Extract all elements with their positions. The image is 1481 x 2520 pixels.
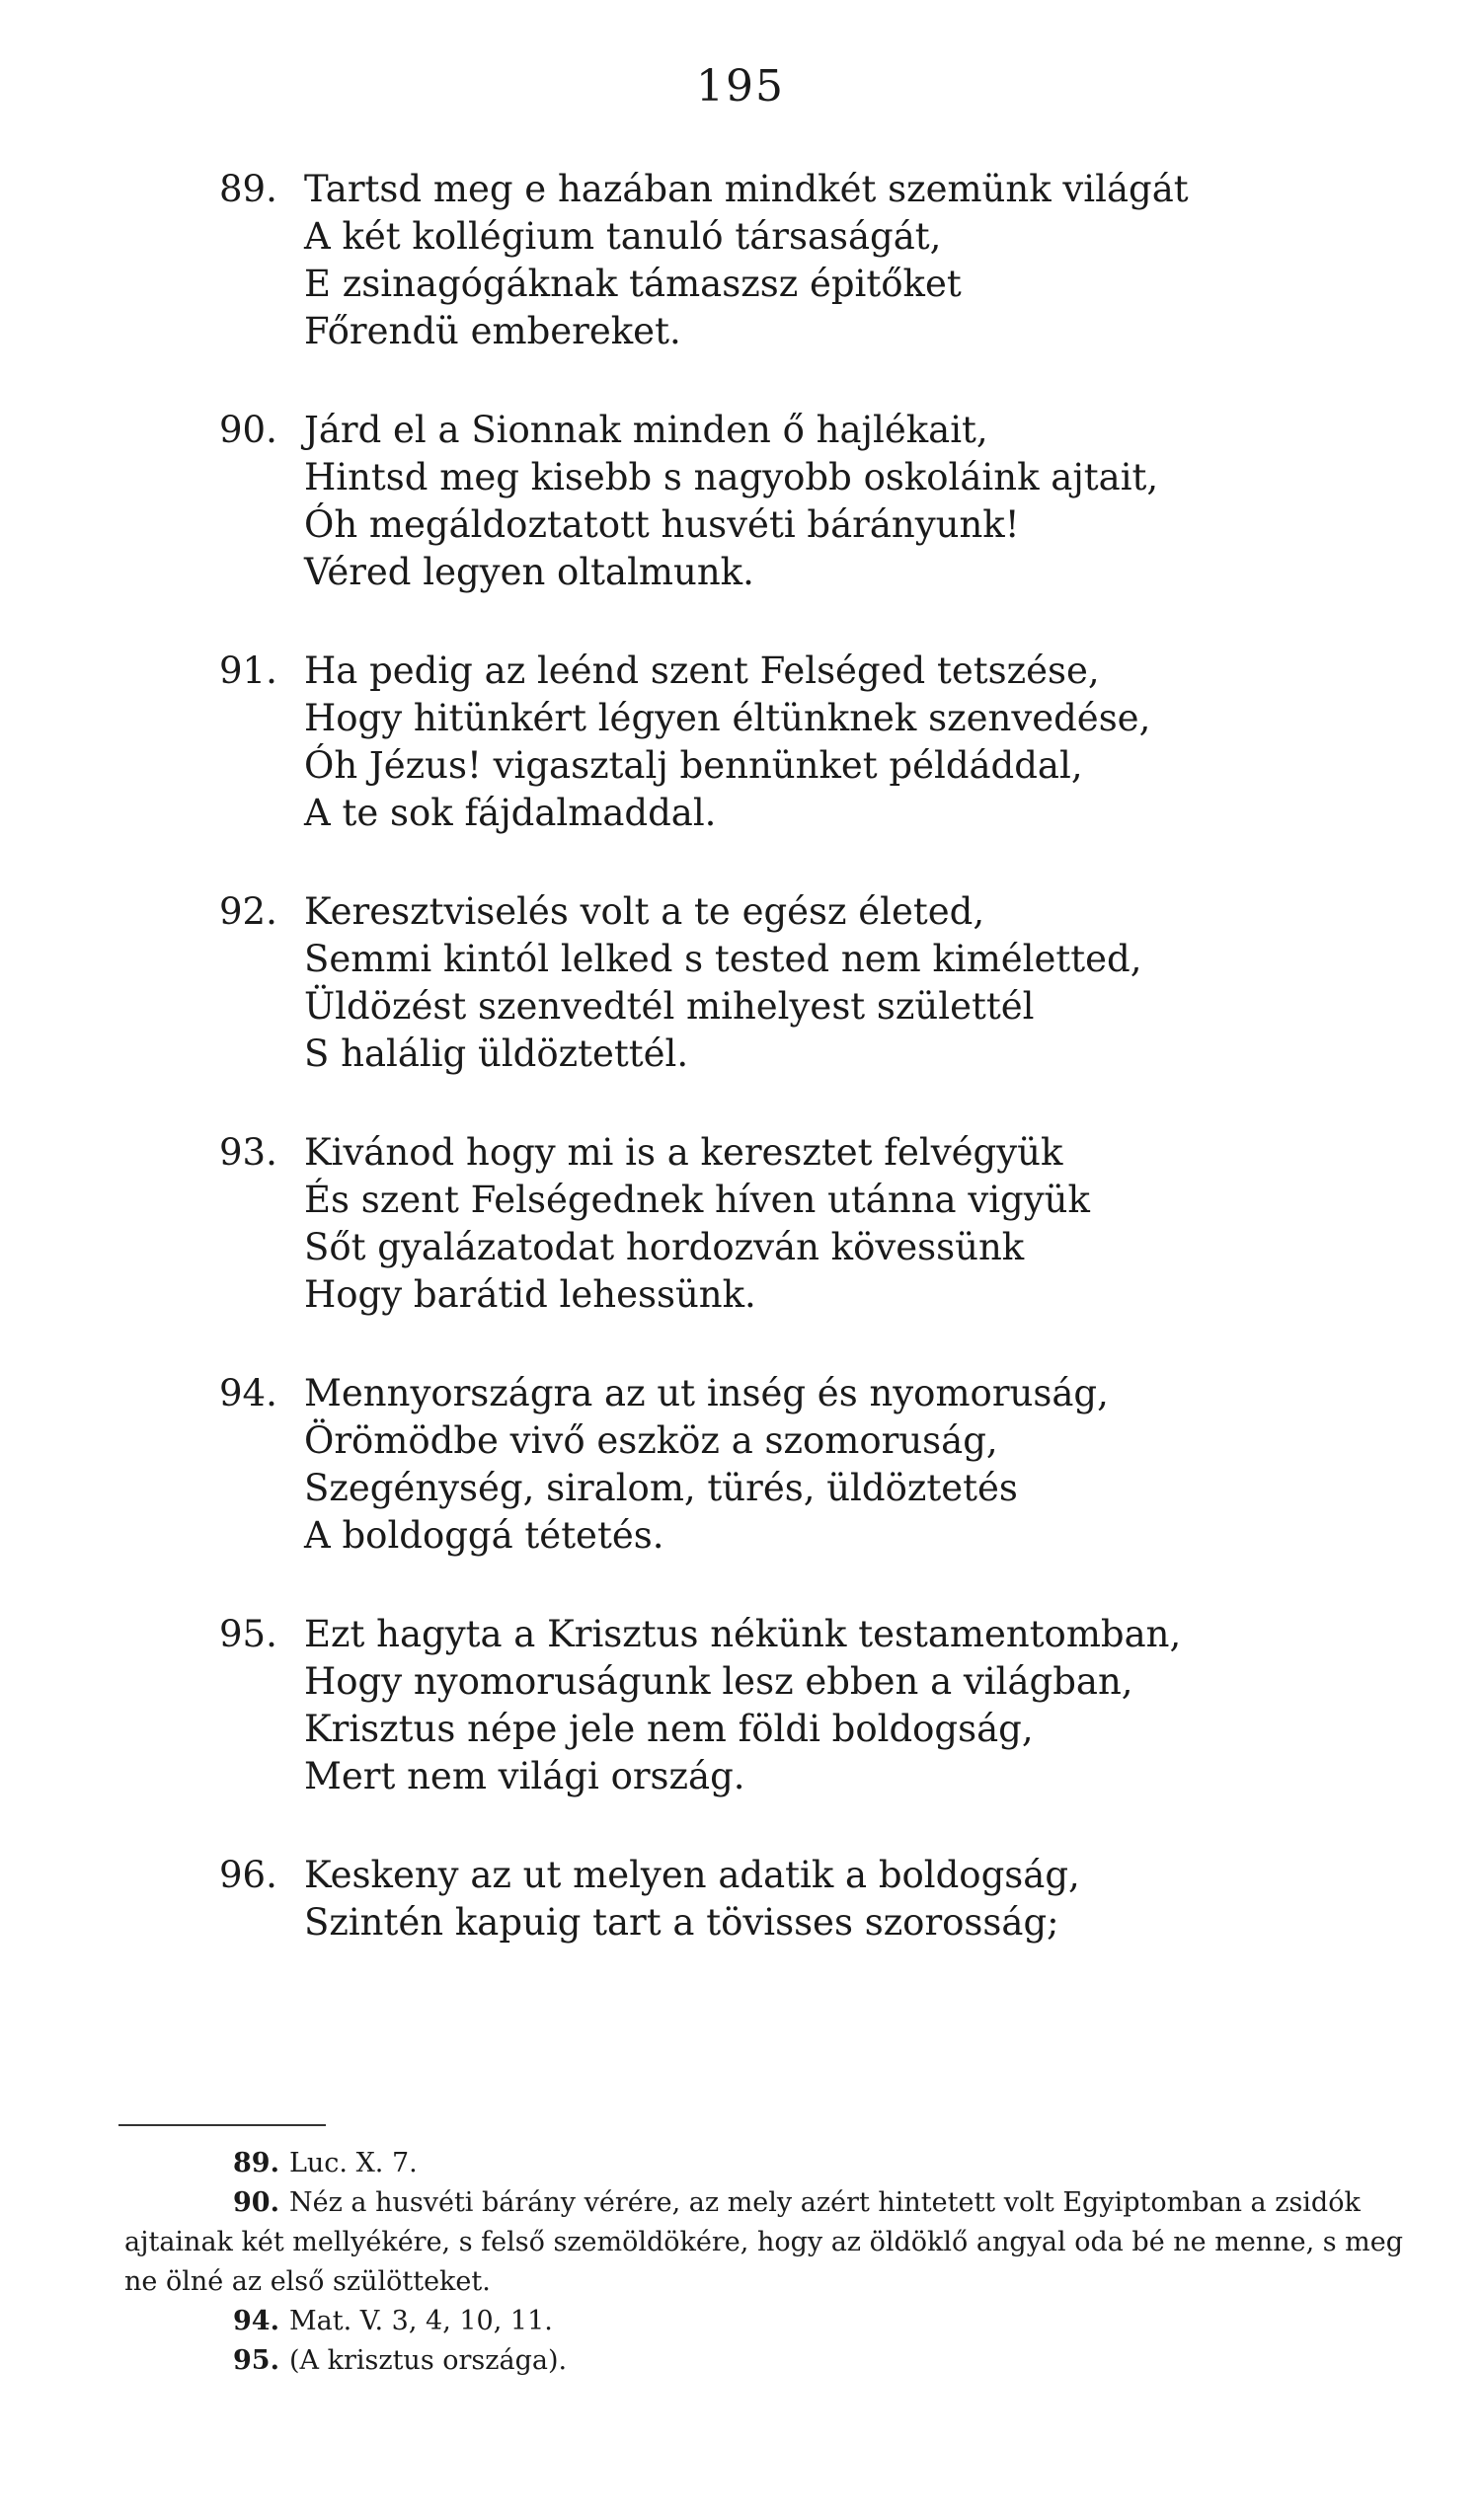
footnote-ref: 89. bbox=[233, 2148, 279, 2178]
verse-line: Hogy nyomoruságunk lesz ebben a világban, bbox=[304, 1660, 1133, 1703]
stanza-number: 96. bbox=[219, 1854, 277, 1896]
verse-line: S halálig üldöztettél. bbox=[304, 1032, 689, 1075]
footnote bbox=[124, 2144, 1438, 2183]
footnote bbox=[124, 2302, 1438, 2341]
stanza-90 bbox=[219, 407, 1443, 596]
footnote bbox=[124, 2341, 1438, 2381]
page-number: 195 bbox=[696, 61, 785, 112]
footnote-ref: 90. bbox=[233, 2187, 279, 2218]
stanza-93 bbox=[219, 1129, 1443, 1319]
verse-line: Tartsd meg e hazában mindkét szemünk világát bbox=[304, 168, 1189, 210]
footnote bbox=[124, 2183, 1438, 2302]
stanza-92 bbox=[219, 888, 1443, 1078]
verse-line: Keskeny az ut melyen adatik a boldogság, bbox=[304, 1854, 1080, 1896]
footnote-divider bbox=[118, 2124, 326, 2126]
verse-line: A te sok fájdalmaddal. bbox=[304, 792, 717, 834]
verse-line: Örömödbe vivő eszköz a szomoruság, bbox=[304, 1419, 998, 1462]
stanza-number: 94. bbox=[219, 1372, 277, 1414]
verse-line: Főrendü embereket. bbox=[304, 310, 681, 352]
stanza-number: 95. bbox=[219, 1613, 277, 1655]
verse-line: Keresztviselés volt a te egész életed, bbox=[304, 890, 985, 933]
stanza-number: 91. bbox=[219, 649, 277, 692]
stanza-89 bbox=[219, 166, 1443, 355]
footnote-text: Luc. X. 7. bbox=[288, 2148, 418, 2178]
verse-line: Óh megáldoztatott husvéti bárányunk! bbox=[304, 503, 1020, 546]
verse-line: Hintsd meg kisebb s nagyobb oskoláink ajtait, bbox=[304, 456, 1159, 498]
verse-line: Kivánod hogy mi is a keresztet felvégyük bbox=[304, 1131, 1063, 1174]
verse-line: Szegénység, siralom, türés, üldöztetés bbox=[304, 1467, 1018, 1509]
verse-line: Semmi kintól lelked s tested nem kiméletted, bbox=[304, 938, 1142, 980]
verse-line: És szent Felségednek híven utánna vigyük bbox=[304, 1179, 1090, 1221]
footnote-text: Néz a husvéti bárány vérére, az mely azért hintetett volt Egyiptomban a zsidók ajtainak két mellyékére, s felső szemöldökére, hogy az öldöklő angyal oda bé ne menne, s meg ne ölné az első szülötteket. bbox=[124, 2187, 1404, 2297]
footnote-text: Mat. V. 3, 4, 10, 11. bbox=[288, 2306, 553, 2336]
footnote-ref: 94. bbox=[233, 2306, 279, 2336]
verse-line: Ezt hagyta a Krisztus nékünk testamentomban, bbox=[304, 1613, 1182, 1655]
verse-line: Járd el a Sionnak minden ő hajlékait, bbox=[304, 409, 988, 451]
footnote-ref: 95. bbox=[233, 2345, 279, 2376]
footnotes bbox=[124, 2144, 1438, 2381]
verse-line: A boldoggá tétetés. bbox=[304, 1514, 664, 1557]
stanza-95 bbox=[219, 1611, 1443, 1800]
footnote-text: (A krisztus országa). bbox=[288, 2345, 568, 2376]
stanza-number: 93. bbox=[219, 1131, 277, 1174]
verse-line: Hogy hitünkért légyen éltünknek szenvedése, bbox=[304, 697, 1151, 739]
verse-line: Mert nem világi ország. bbox=[304, 1755, 745, 1797]
verse-line: E zsinagógáknak támaszsz épitőket bbox=[304, 263, 962, 305]
verse-line: Hogy barátid lehessünk. bbox=[304, 1273, 756, 1316]
verse-line: Véred legyen oltalmunk. bbox=[304, 551, 754, 593]
verse-line: A két kollégium tanuló társaságát, bbox=[304, 215, 942, 258]
verse-line: Sőt gyalázatodat hordozván kövessünk bbox=[304, 1226, 1025, 1268]
stanza-number: 89. bbox=[219, 168, 277, 210]
verse-line: Üldözést szenvedtél mihelyest születtél bbox=[304, 985, 1035, 1028]
verse-line: Mennyországra az ut inség és nyomoruság, bbox=[304, 1372, 1109, 1414]
stanza-number: 92. bbox=[219, 890, 277, 933]
stanza-number: 90. bbox=[219, 409, 277, 451]
verse-line: Szintén kapuig tart a tövisses szorosság; bbox=[304, 1901, 1059, 1944]
verse-line: Krisztus népe jele nem földi boldogság, bbox=[304, 1708, 1034, 1750]
stanza-94 bbox=[219, 1370, 1443, 1560]
verse-line: Ha pedig az leénd szent Felséged tetszése, bbox=[304, 649, 1100, 692]
verse-line: Óh Jézus! vigasztalj bennünket példáddal, bbox=[304, 744, 1083, 787]
poem-body bbox=[219, 166, 1443, 1998]
stanza-91 bbox=[219, 648, 1443, 837]
stanza-96 bbox=[219, 1852, 1443, 1947]
